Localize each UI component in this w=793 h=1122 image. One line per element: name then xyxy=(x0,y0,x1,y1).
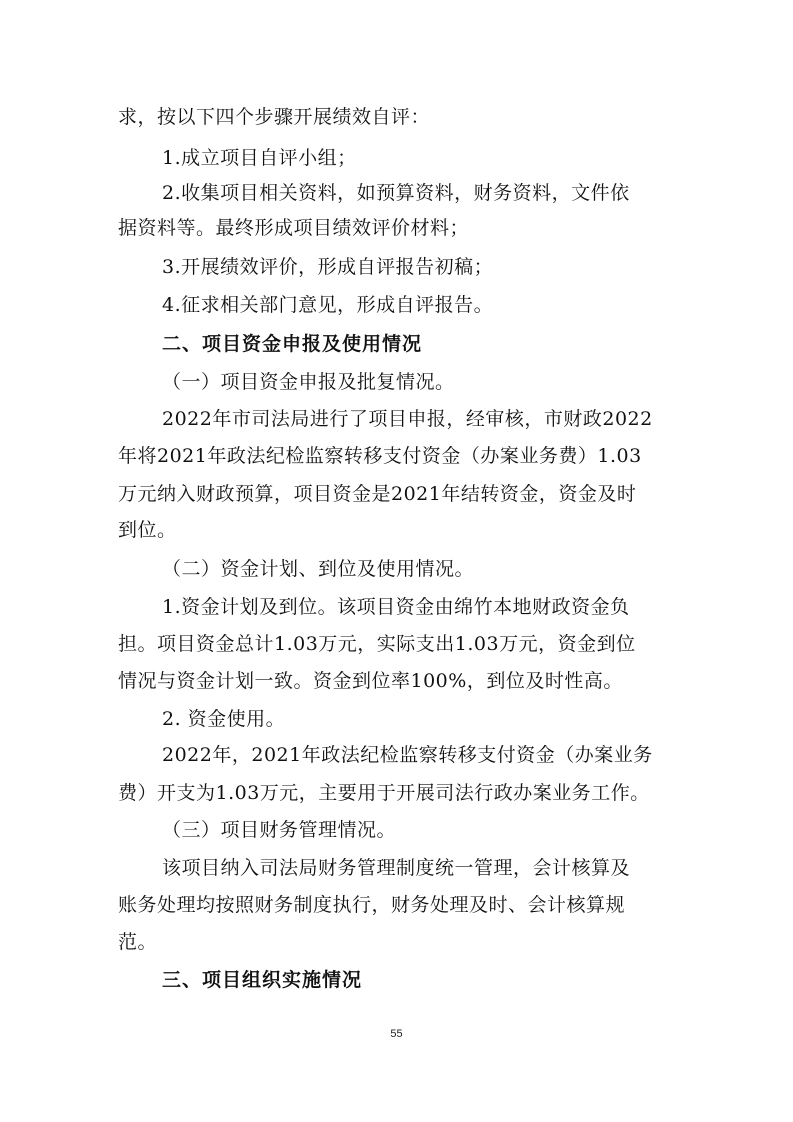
list-item: 2.收集项目相关资料，如预算资料，财务资料，文件依 xyxy=(162,182,630,204)
list-item: 3.开展绩效评价，形成自评报告初稿； xyxy=(162,256,494,278)
paragraph-line: 账务处理均按照财务制度执行，财务处理及时、会计核算规 xyxy=(118,894,626,916)
paragraph-line: 1.资金计划及到位。该项目资金由绵竹本地财政资金负 xyxy=(162,596,630,618)
list-item: 2. 资金使用。 xyxy=(162,708,286,730)
section-heading: 三、项目组织实施情况 xyxy=(162,969,363,991)
paragraph-line: 2022年市司法局进行了项目申报，经审核，市财政2022 xyxy=(162,408,653,430)
paragraph-line: 据资料等。最终形成项目绩效评价材料； xyxy=(118,217,470,239)
paragraph-line: 该项目纳入司法局财务管理制度统一管理，会计核算及 xyxy=(162,857,631,879)
subsection-heading: （二）资金计划、到位及使用情况。 xyxy=(162,558,475,580)
page-number: 55 xyxy=(390,1028,403,1040)
list-item: 1.成立项目自评小组； xyxy=(162,147,357,169)
list-item: 4.征求相关部门意见，形成自评报告。 xyxy=(162,294,494,316)
paragraph-line: 费）开支为1.03万元，主要用于开展司法行政办案业务工作。 xyxy=(118,782,650,804)
paragraph-line: 2022年，2021年政法纪检监察转移支付资金（办案业务 xyxy=(162,744,653,766)
paragraph-line: 到位。 xyxy=(118,519,177,541)
paragraph-line: 情况与资金计划一致。资金到位率100%，到位及时性高。 xyxy=(118,670,623,692)
subsection-heading: （三）项目财务管理情况。 xyxy=(162,819,397,841)
subsection-heading: （一）项目资金申报及批复情况。 xyxy=(162,371,455,393)
paragraph-line: 担。项目资金总计1.03万元，实际支出1.03万元，资金到位 xyxy=(118,633,636,655)
paragraph-line: 求，按以下四个步骤开展绩效自评： xyxy=(118,106,431,128)
paragraph-line: 年将2021年政法纪检监察转移支付资金（办案业务费）1.03 xyxy=(118,445,642,467)
paragraph-line: 范。 xyxy=(118,931,158,953)
section-heading: 二、项目资金申报及使用情况 xyxy=(162,333,423,355)
paragraph-line: 万元纳入财政预算，项目资金是2021年结转资金，资金及时 xyxy=(118,483,637,505)
